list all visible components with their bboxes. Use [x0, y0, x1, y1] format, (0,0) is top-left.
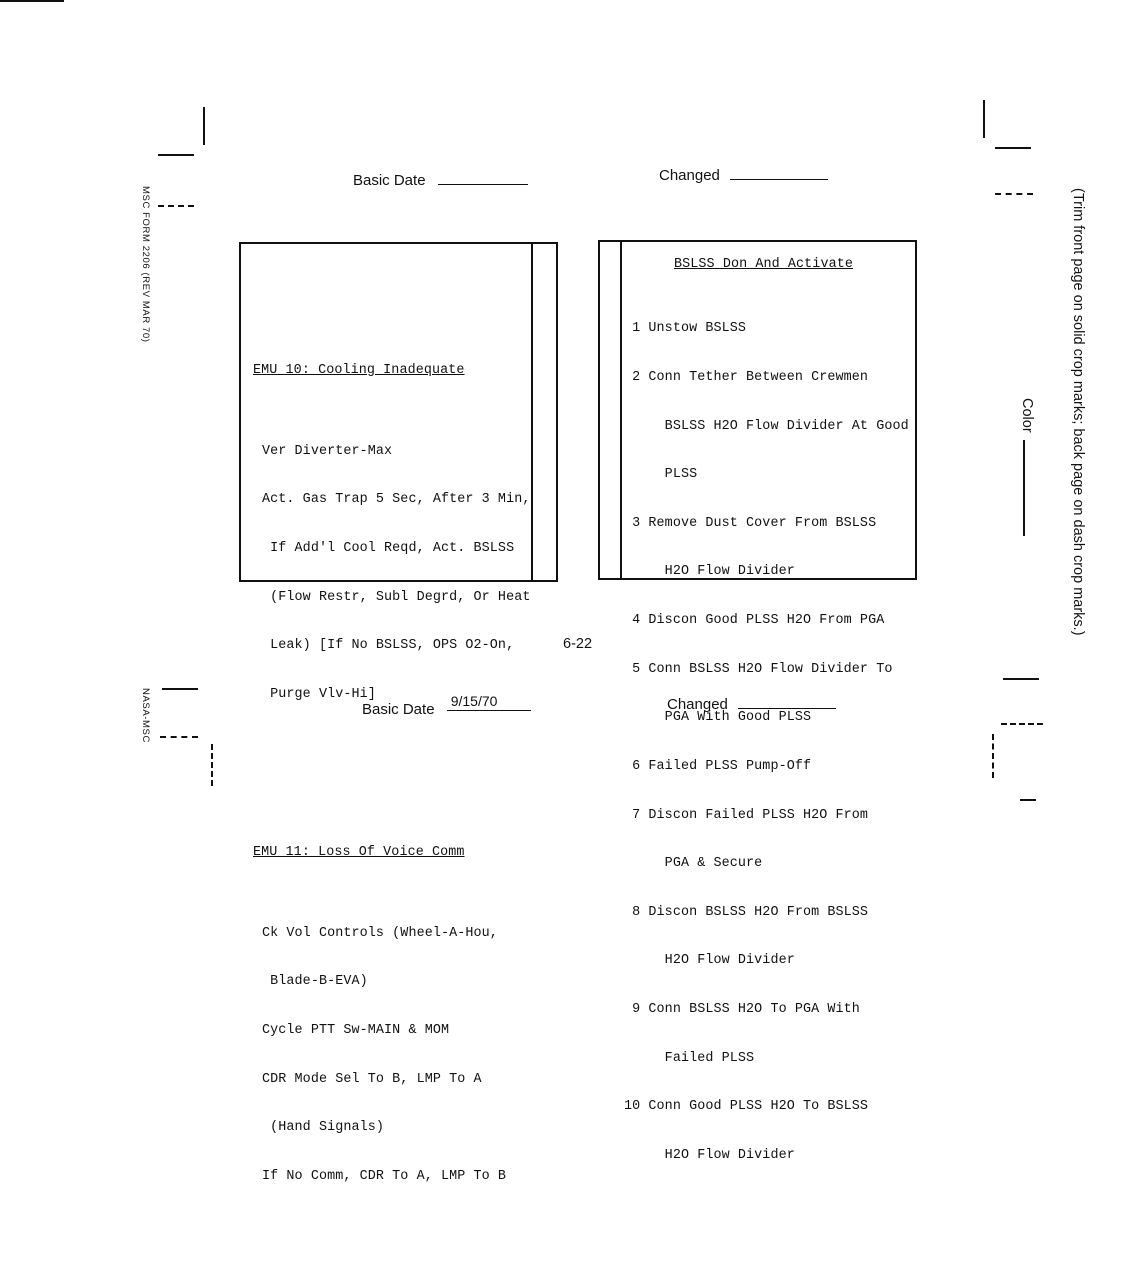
header-changed-label: Changed [659, 167, 720, 184]
steps-list [624, 289, 909, 1196]
procedure-line: (Hand Signals) [262, 1120, 385, 1136]
agency-label: NASA-MSC [140, 688, 151, 743]
card-body [253, 298, 530, 1282]
procedure-line: Act. Gas Trap 5 Sec, After 3 Min, [262, 492, 531, 508]
crop-mark [992, 734, 994, 778]
crop-mark [203, 107, 205, 145]
section-title: EMU 11: Loss Of Voice Comm [253, 844, 465, 860]
header-basic-date [353, 172, 528, 189]
card-title: BSLSS Don And Activate [674, 257, 853, 272]
step-line: PLSS [624, 467, 698, 483]
crop-mark [158, 205, 194, 207]
header-changed-blank [730, 179, 828, 180]
section-lines [253, 411, 530, 735]
color-label: Color [1019, 398, 1035, 433]
step-line: 5 Conn BSLSS H2O Flow Divider To [624, 661, 893, 677]
procedure-line: If Add'l Cool Reqd, Act. BSLSS [262, 541, 515, 557]
crop-mark [995, 193, 1033, 195]
trim-note: (Trim front page on solid crop marks; back page on dash crop marks.) [1070, 188, 1086, 636]
section-emu-11 [253, 812, 530, 1249]
crop-mark [0, 0, 64, 2]
procedure-line: CDR Mode Sel To B, LMP To A [262, 1071, 482, 1087]
step-line: H2O Flow Divider [624, 564, 795, 580]
step-line: 8 Discon BSLSS H2O From BSLSS [624, 904, 869, 920]
header-changed [659, 167, 828, 184]
step-line: H2O Flow Divider [624, 1147, 795, 1163]
procedure-line: Leak) [If No BSLSS, OPS O2-On, [262, 638, 515, 654]
form-id: MSC FORM 2206 (REV MAR 70) [140, 186, 151, 343]
crop-mark [983, 100, 985, 138]
crop-mark [1020, 799, 1036, 801]
procedure-line: Ver Diverter-Max [262, 443, 393, 459]
step-line: BSLSS H2O Flow Divider At Good [624, 418, 909, 434]
footer-changed-label: Changed [667, 696, 728, 713]
crop-mark [160, 736, 198, 738]
procedure-line: (Flow Restr, Subl Degrd, Or Heat [262, 589, 531, 605]
page-number: 6-22 [563, 636, 593, 652]
procedure-line: If No Comm, CDR To A, LMP To B [262, 1168, 507, 1184]
footer-basic-date-label: Basic Date [362, 701, 435, 718]
step-line: 1 Unstow BSLSS [624, 321, 747, 337]
card-edge-column [531, 244, 533, 580]
color-blank [1023, 440, 1025, 536]
procedure-line: Blade-B-EVA) [262, 974, 368, 990]
footer-changed [667, 696, 836, 713]
step-line: 10 Conn Good PLSS H2O To BSLSS [624, 1099, 869, 1115]
procedure-line: Ck Vol Controls (Wheel-A-Hou, [262, 925, 498, 941]
crop-mark [1003, 678, 1039, 680]
procedure-line: Purge Vlv-Hi] [262, 686, 376, 702]
footer-basic-date [362, 693, 531, 719]
step-line: 3 Remove Dust Cover From BSLSS [624, 515, 877, 531]
footer-changed-blank [738, 708, 836, 709]
crop-mark [158, 154, 194, 156]
step-line: Failed PLSS [624, 1050, 755, 1066]
crop-mark [211, 744, 213, 786]
crop-mark [995, 147, 1031, 149]
card-edge-column [620, 242, 622, 578]
footer-basic-date-value: 9/15/70 [447, 693, 531, 711]
step-line: 6 Failed PLSS Pump-Off [624, 758, 812, 774]
header-basic-date-blank [438, 184, 528, 185]
step-line: H2O Flow Divider [624, 953, 795, 969]
step-line: 2 Conn Tether Between Crewmen [624, 370, 869, 386]
step-line: PGA With Good PLSS [624, 710, 812, 726]
procedure-line: Cycle PTT Sw-MAIN & MOM [262, 1022, 450, 1038]
crop-mark [162, 688, 198, 690]
section-lines [253, 893, 530, 1217]
step-line: PGA & Secure [624, 856, 763, 872]
step-line: 7 Discon Failed PLSS H2O From [624, 807, 869, 823]
step-line: 4 Discon Good PLSS H2O From PGA [624, 613, 885, 629]
step-line: 9 Conn BSLSS H2O To PGA With [624, 1001, 860, 1017]
crop-mark [1001, 723, 1043, 725]
section-title: EMU 10: Cooling Inadequate [253, 362, 465, 378]
header-basic-date-label: Basic Date [353, 172, 426, 189]
